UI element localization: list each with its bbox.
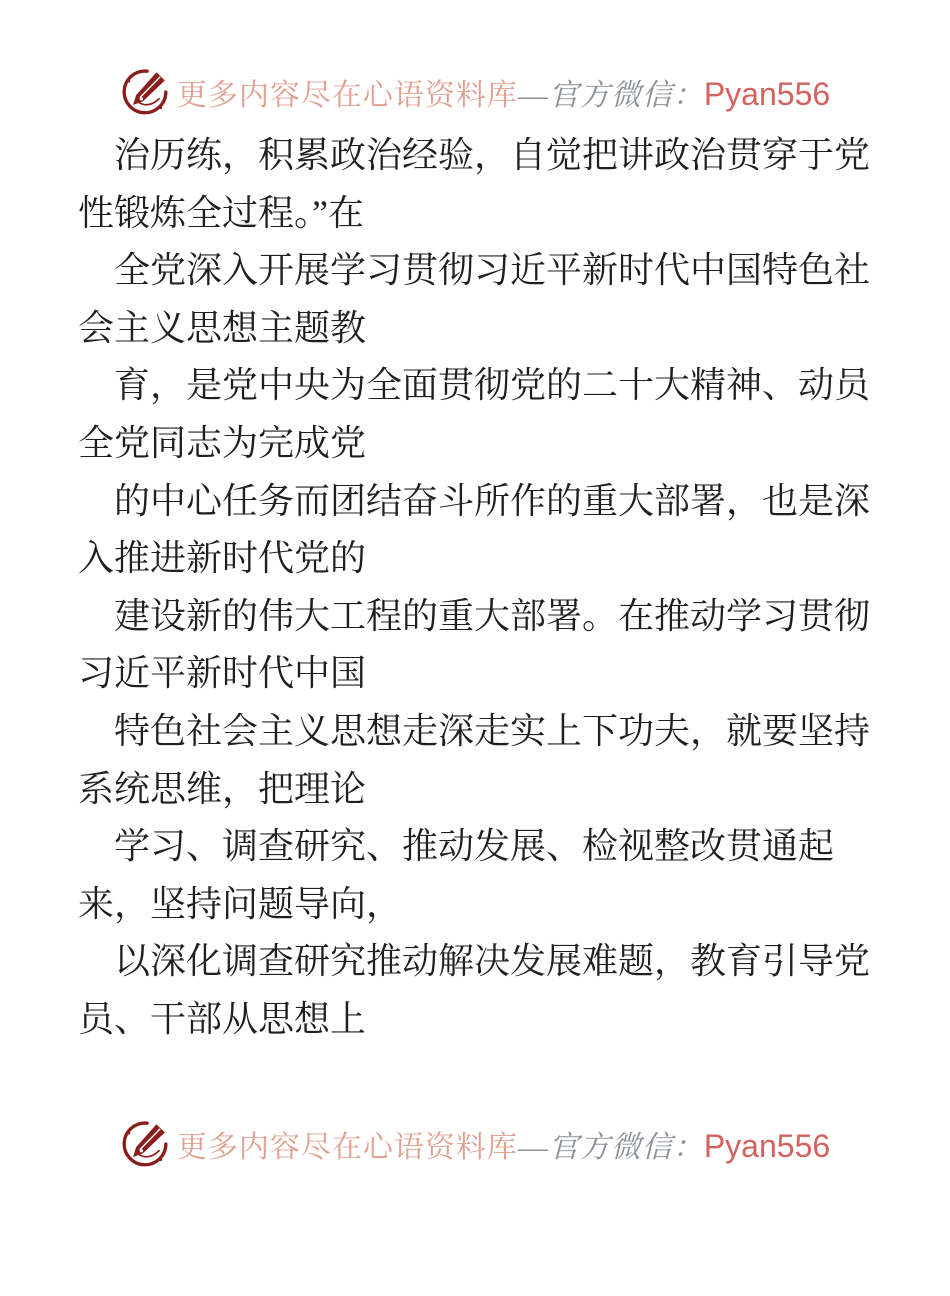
watermark-wechat-id: Pyan556 [703,1127,831,1164]
watermark-wechat-label: 官方微信： [548,1130,704,1164]
text-line: 会主义思想主题教 [78,307,367,348]
watermark-wechat-id: Pyan556 [703,76,831,112]
watermark-site-text: 更多内容尽在心语资料库 [176,79,518,112]
pen-circle-logo-icon [120,1119,170,1169]
text-line: 全党深入开展学习贯彻习近平新时代中国特色社 [114,250,871,291]
text-line: 习近平新时代中国 [78,653,367,694]
header-watermark [0,66,950,118]
text-line: 治历练，积累政治经验，自觉把讲政治贯穿于党 [114,135,871,175]
watermark-site-text: 更多内容尽在心语资料库 [176,1130,518,1164]
text-line: 全党同志为完成党 [78,422,367,463]
text-line: 员、干部从思想上 [78,998,367,1039]
text-line: 特色社会主义思想走深走实上下功夫，就要坚持 [114,710,871,751]
watermark-dash: — [517,1130,549,1164]
text-line: 的中心任务而团结奋斗所作的重大部署，也是深 [114,480,871,521]
text-line: 以深化调查研究推动解决发展难题，教育引导党 [114,941,871,982]
text-line: 建设新的伟大工程的重大部署。在推动学习贯彻 [114,595,871,636]
watermark-dash: — [517,79,549,112]
watermark-wechat-label: 官方微信： [548,79,704,112]
text-line: 系统思维，把理论 [78,768,367,809]
text-line: 入推进新时代党的 [78,538,367,579]
document-body [0,127,950,1049]
watermark-text [177,70,830,114]
text-line: 性锻炼全过程。”在 [78,192,364,233]
text-line: 学习、调查研究、推动发展、检视整改贯通起 [114,826,835,867]
document-page [0,66,950,1296]
pen-circle-logo-icon [120,67,170,117]
watermark-text [177,1122,830,1166]
text-line: 育，是党中央为全面贯彻党的二十大精神、动员 [114,365,871,406]
text-line: 来，坚持问题导向， [78,883,403,924]
footer-watermark [0,1118,950,1170]
